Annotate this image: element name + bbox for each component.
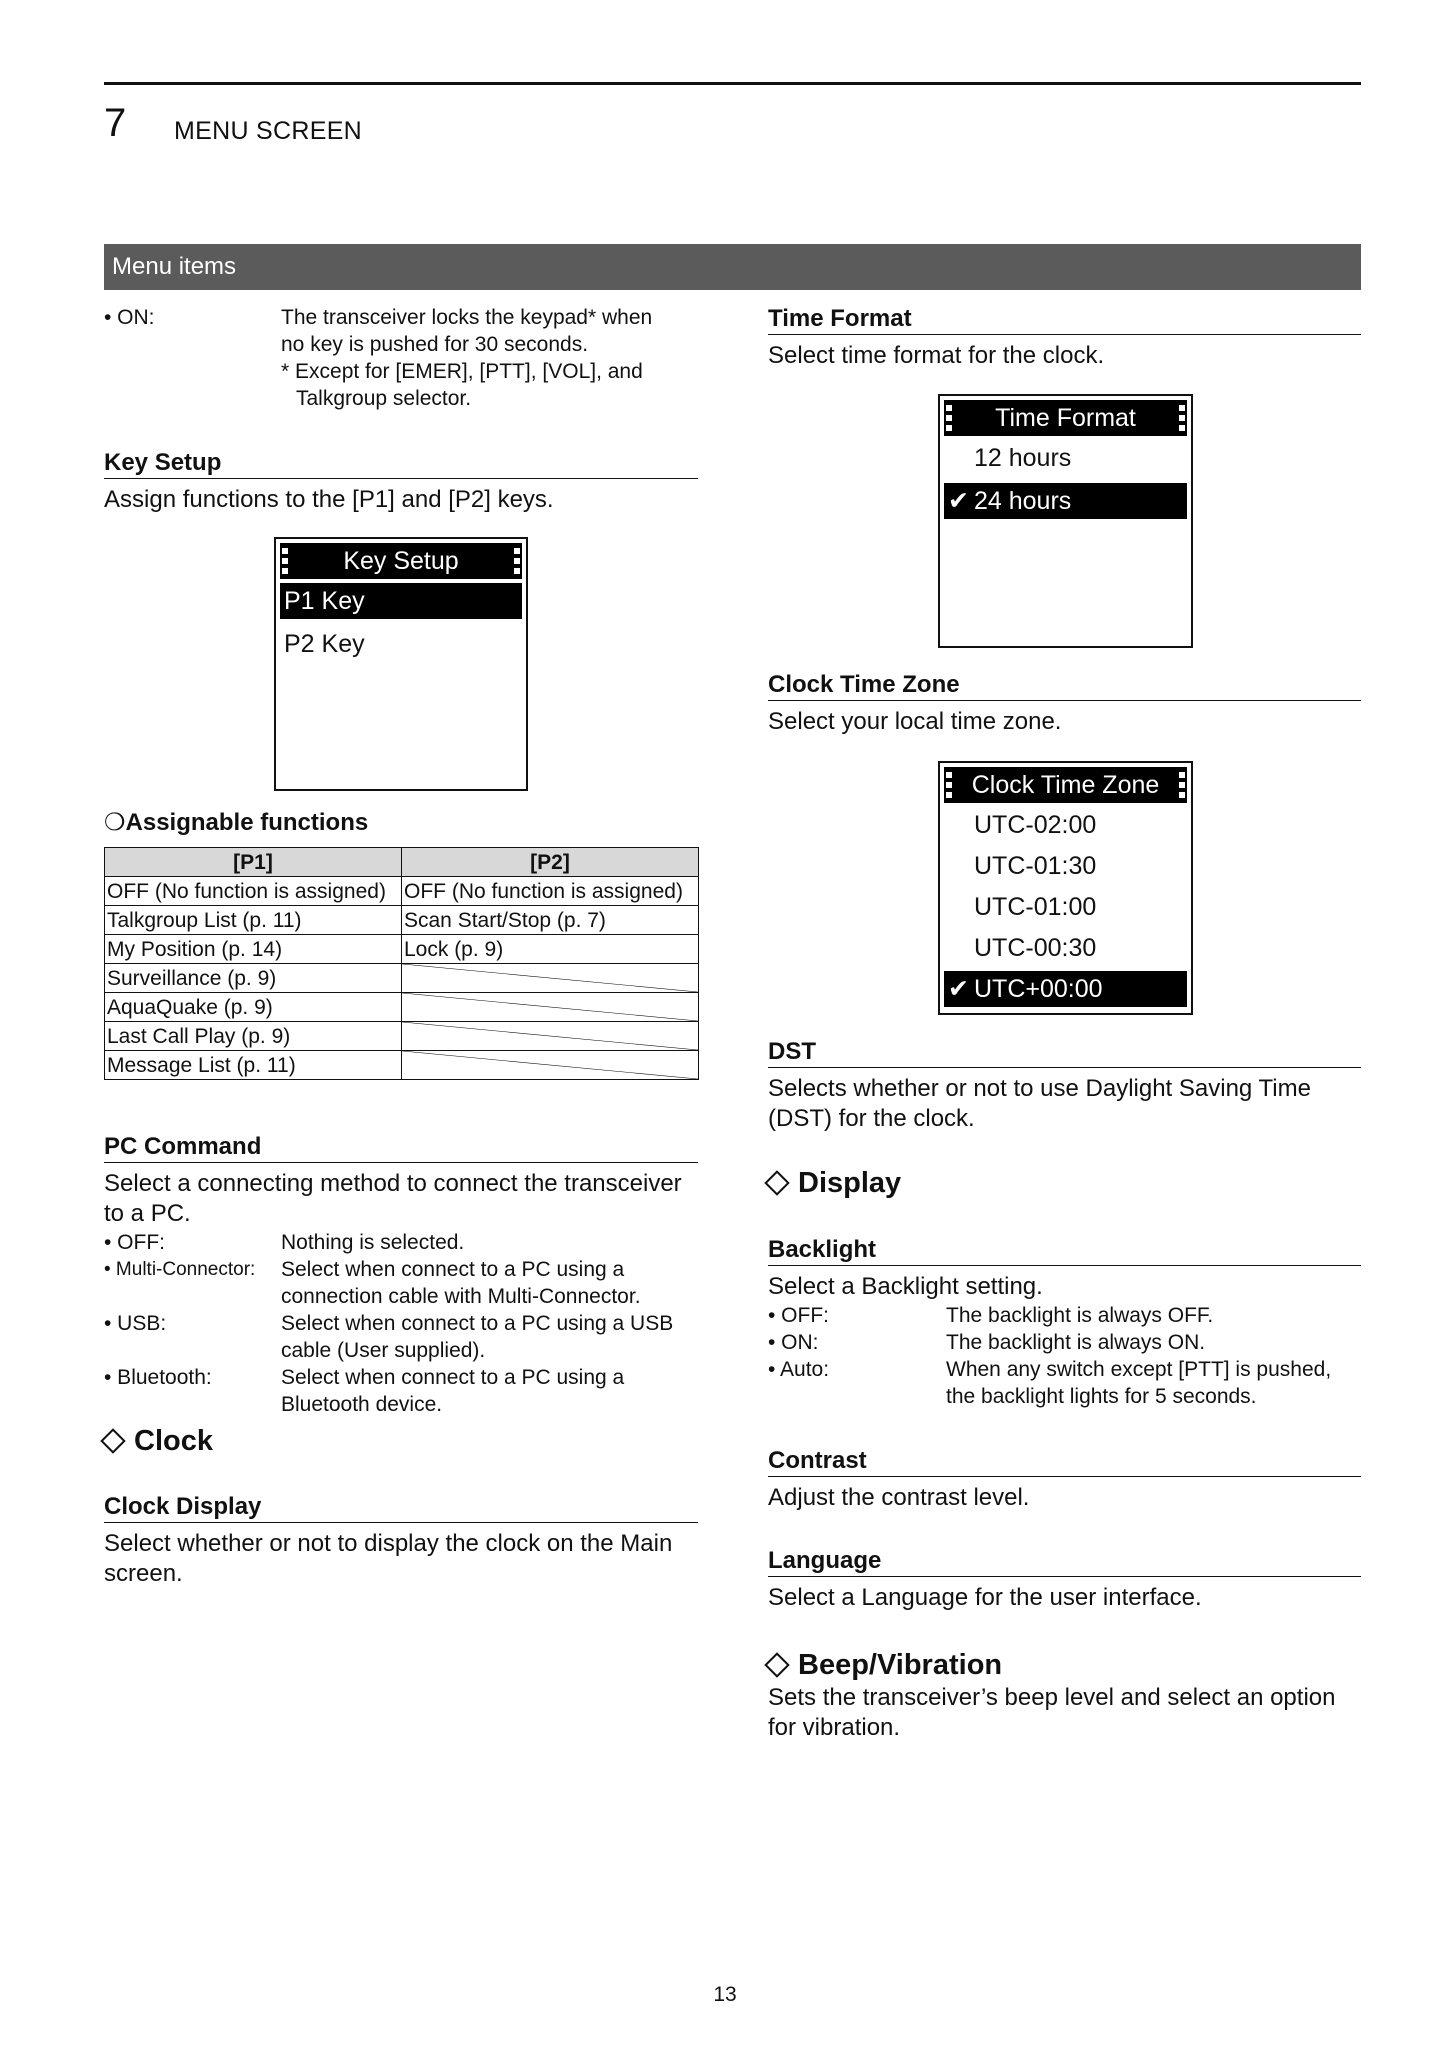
time-zone-item-label: UTC-01:30: [974, 852, 1097, 880]
chapter-number: 7: [104, 101, 127, 145]
language-rule: [768, 1576, 1361, 1577]
backlight-option-label: • Auto:: [768, 1358, 830, 1381]
assignable-heading: [104, 808, 368, 838]
dst-line-2: (DST) for the clock.: [768, 1105, 975, 1132]
diamond-icon: [100, 1428, 125, 1453]
display-heading-text: Display: [798, 1167, 902, 1199]
table-row: [105, 993, 699, 1022]
table-cell: Talkgroup List (p. 11): [105, 906, 402, 935]
menu-dots-icon: [1179, 405, 1185, 431]
time-format-item-label: 24 hours: [974, 487, 1072, 515]
empty-cell: [402, 964, 699, 993]
display-heading: [762, 1166, 901, 1200]
pc-option-label: • Bluetooth:: [104, 1366, 212, 1389]
table-row: [105, 1051, 699, 1080]
beep-line-2: for vibration.: [768, 1714, 901, 1741]
dst-line-1: Selects whether or not to use Daylight Saving Time: [768, 1075, 1311, 1102]
on-item-line-1: The transceiver locks the keypad* when: [281, 306, 653, 329]
empty-cell: [402, 1022, 699, 1051]
key-setup-heading: Key Setup: [104, 449, 222, 476]
empty-cell: [402, 993, 699, 1022]
contrast-heading: Contrast: [768, 1447, 867, 1474]
key-setup-screen-title-bar: [280, 543, 522, 579]
time-zone-item: [944, 848, 1187, 884]
dst-rule: [768, 1067, 1361, 1068]
clock-time-zone-screen-title-bar: [944, 767, 1187, 803]
key-setup-item-p1: P1 Key: [280, 583, 522, 619]
time-zone-item-label: UTC-00:30: [974, 934, 1097, 962]
table-cell: Lock (p. 9): [402, 935, 699, 964]
chapter-title: MENU SCREEN: [174, 117, 363, 145]
clock-time-zone-heading: Clock Time Zone: [768, 671, 960, 698]
key-setup-item-p2: P2 Key: [284, 630, 365, 658]
check-icon: ✔: [948, 975, 969, 1003]
pc-option-text: cable (User supplied).: [281, 1339, 486, 1362]
pc-option-label: • OFF:: [104, 1231, 166, 1254]
time-zone-item-label: UTC-01:00: [974, 893, 1097, 921]
time-zone-item: [944, 930, 1187, 966]
table-row: [105, 906, 699, 935]
table-cell: Surveillance (p. 9): [105, 964, 402, 993]
backlight-option-text: the backlight lights for 5 seconds.: [946, 1385, 1257, 1408]
table-cell: Scan Start/Stop (p. 7): [402, 906, 699, 935]
on-item-line-4: Talkgroup selector.: [296, 387, 472, 410]
menu-dots-icon: [282, 548, 288, 574]
dst-heading: DST: [768, 1038, 816, 1065]
time-format-screen-title: Time Format: [995, 404, 1136, 432]
on-item-line-3: * Except for [EMER], [PTT], [VOL], and: [281, 360, 643, 383]
time-zone-item-label: UTC-02:00: [974, 811, 1097, 839]
clock-display-heading: Clock Display: [104, 1493, 262, 1520]
backlight-option-label: • OFF:: [768, 1304, 830, 1327]
assignable-heading-text: Assignable functions: [125, 809, 369, 836]
section-bar-label: Menu items: [112, 253, 237, 280]
pc-option-text: Select when connect to a PC using a: [281, 1366, 625, 1389]
time-format-rule: [768, 334, 1361, 335]
backlight-description: Select a Backlight setting.: [768, 1273, 1043, 1300]
diamond-icon: [764, 1170, 789, 1195]
assignable-table: [104, 847, 699, 1080]
backlight-option-text: When any switch except [PTT] is pushed,: [946, 1358, 1332, 1381]
table-row: [105, 1022, 699, 1051]
pc-option-text: Select when connect to a PC using a USB: [281, 1312, 674, 1335]
table-row: [105, 935, 699, 964]
menu-dots-icon: [946, 405, 952, 431]
clock-display-rule: [104, 1522, 698, 1523]
time-zone-item-selected: [944, 971, 1187, 1007]
pc-command-heading: PC Command: [104, 1133, 262, 1160]
on-item-line-2: no key is pushed for 30 seconds.: [281, 333, 589, 356]
table-row: [105, 964, 699, 993]
clock-heading-text: Clock: [134, 1425, 213, 1457]
header-rule: [104, 82, 1361, 85]
clock-heading: [98, 1424, 213, 1458]
time-format-item-selected: [944, 483, 1187, 519]
backlight-rule: [768, 1265, 1361, 1266]
beep-heading-text: Beep/Vibration: [798, 1649, 1003, 1681]
language-description: Select a Language for the user interface.: [768, 1584, 1202, 1611]
time-format-screen: [938, 394, 1193, 648]
pc-option-text: Select when connect to a PC using a: [281, 1258, 625, 1281]
table-header-row: [105, 848, 699, 877]
column-header-p1: [P1]: [105, 848, 402, 877]
pc-option-text: connection cable with Multi-Connector.: [281, 1285, 641, 1308]
menu-dots-icon: [946, 772, 952, 798]
page-number: 13: [713, 1983, 737, 2006]
clock-time-zone-rule: [768, 700, 1361, 701]
clock-display-line-1: Select whether or not to display the clock on the Main: [104, 1530, 673, 1557]
contrast-description: Adjust the contrast level.: [768, 1484, 1030, 1511]
clock-time-zone-screen: [938, 761, 1193, 1015]
clock-display-line-2: screen.: [104, 1560, 183, 1587]
backlight-option-text: The backlight is always OFF.: [946, 1304, 1214, 1327]
table-cell: OFF (No function is assigned): [105, 877, 402, 906]
pc-command-description-2: to a PC.: [104, 1200, 191, 1227]
menu-dots-icon: [514, 548, 520, 574]
check-icon: ✔: [948, 487, 969, 515]
key-setup-screen-title: Key Setup: [343, 547, 459, 575]
column-header-p2: [P2]: [402, 848, 699, 877]
empty-cell: [402, 1051, 699, 1080]
time-format-description: Select time format for the clock.: [768, 342, 1105, 369]
pc-option-label: • Multi-Connector:: [104, 1259, 256, 1280]
section-bar: [104, 244, 1361, 290]
beep-line-1: Sets the transceiver’s beep level and select an option: [768, 1684, 1336, 1711]
table-cell: Last Call Play (p. 9): [105, 1022, 402, 1051]
contrast-rule: [768, 1476, 1361, 1477]
backlight-option-label: • ON:: [768, 1331, 819, 1354]
on-item-label: • ON:: [104, 306, 155, 329]
language-heading: Language: [768, 1547, 882, 1574]
time-zone-item: [944, 807, 1187, 843]
circle-bullet-icon: ❍: [104, 809, 126, 836]
backlight-option-text: The backlight is always ON.: [946, 1331, 1206, 1354]
time-format-item-label: 12 hours: [974, 444, 1072, 472]
table-cell: AquaQuake (p. 9): [105, 993, 402, 1022]
beep-heading: [762, 1648, 1002, 1682]
backlight-heading: Backlight: [768, 1236, 877, 1263]
time-zone-item-label: UTC+00:00: [974, 975, 1103, 1003]
table-cell: OFF (No function is assigned): [402, 877, 699, 906]
pc-option-label: • USB:: [104, 1312, 167, 1335]
time-format-screen-title-bar: [944, 400, 1187, 436]
pc-option-text: Nothing is selected.: [281, 1231, 465, 1254]
key-setup-rule: [104, 478, 698, 479]
table-row: [105, 877, 699, 906]
clock-time-zone-screen-title: Clock Time Zone: [971, 771, 1160, 799]
table-cell: Message List (p. 11): [105, 1051, 402, 1080]
time-zone-item: [944, 889, 1187, 925]
diamond-icon: [764, 1652, 789, 1677]
time-format-item: [944, 440, 1187, 476]
pc-command-description-1: Select a connecting method to connect the transceiver: [104, 1170, 682, 1197]
key-setup-screen: [274, 537, 528, 791]
pc-command-rule: [104, 1162, 698, 1163]
clock-time-zone-description: Select your local time zone.: [768, 708, 1062, 735]
table-cell: My Position (p. 14): [105, 935, 402, 964]
time-format-heading: Time Format: [768, 305, 912, 332]
key-setup-description: Assign functions to the [P1] and [P2] keys.: [104, 486, 554, 513]
menu-dots-icon: [1179, 772, 1185, 798]
pc-option-text: Bluetooth device.: [281, 1393, 443, 1416]
